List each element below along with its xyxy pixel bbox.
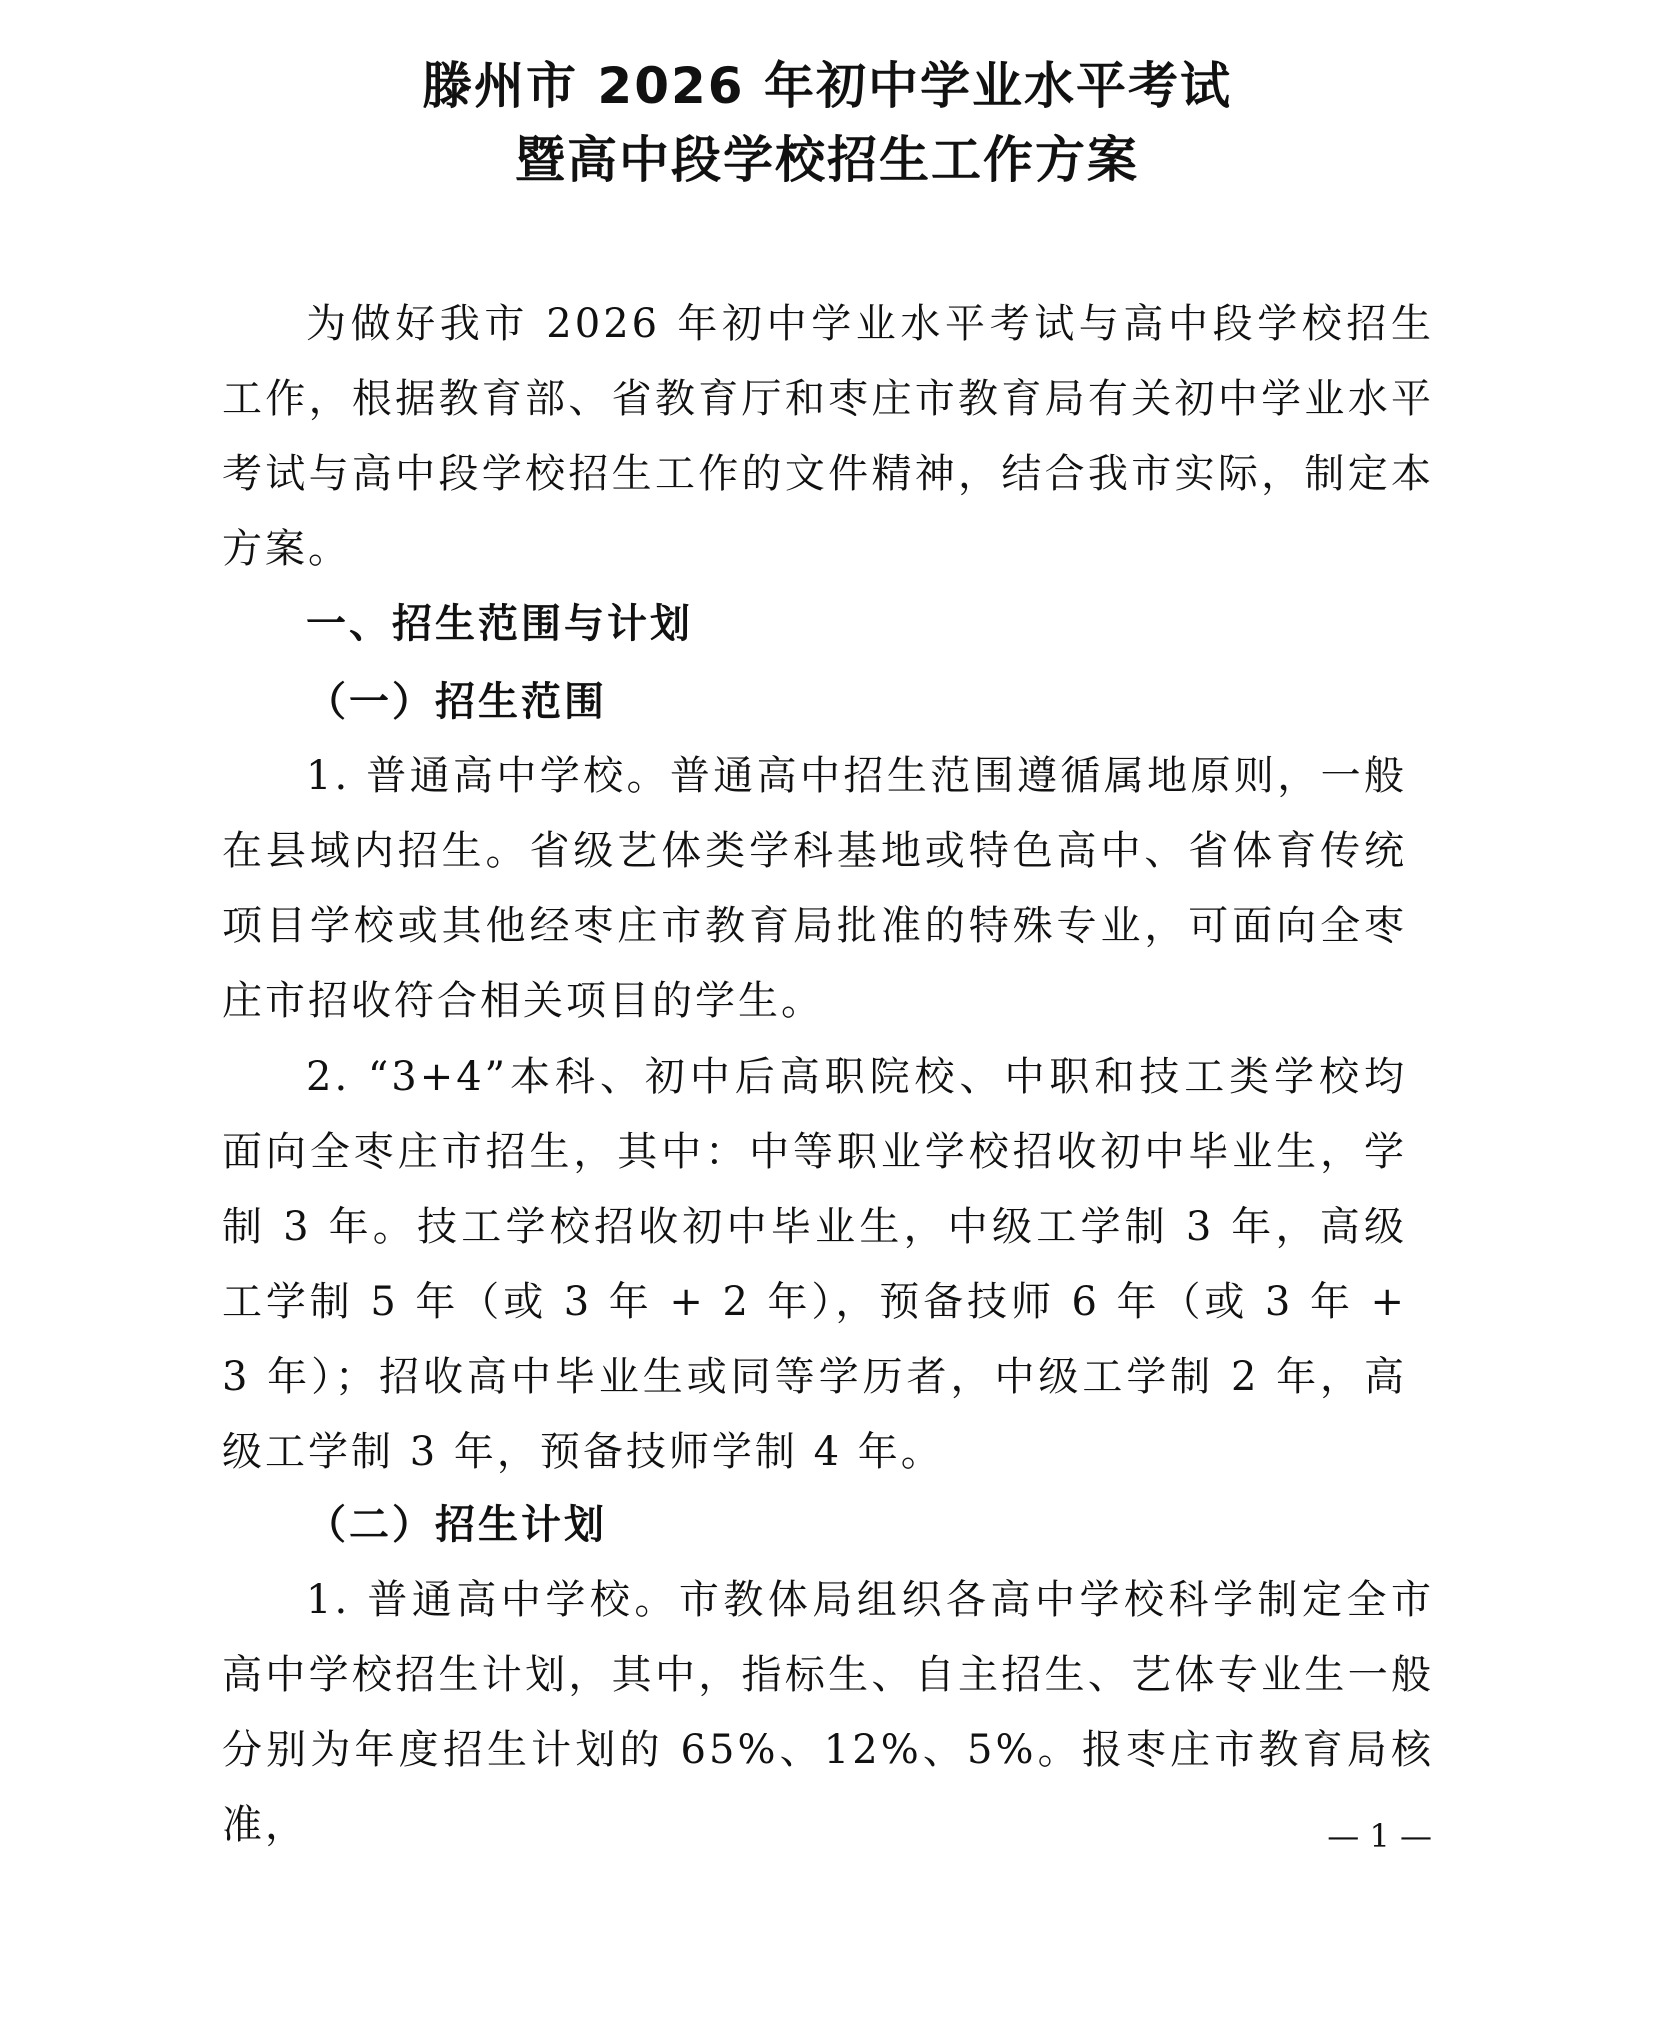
subsection-2-heading: （二）招生计划	[306, 1501, 607, 1548]
section-1-heading: 一、招生范围与计划	[306, 601, 693, 647]
page-number: — 1 —	[1327, 1817, 1432, 1855]
item-3-paragraph: 1. 普通高中学校。市教体局组织各高中学校科学制定全市高中学校招生计划，其中，指标生、自主招生、艺体专业生一般分别为年度招生计划的 65%、12%、5%。报枣庄市教育局核准，	[222, 1577, 1434, 1848]
document-title-line-1: 滕州市 2026 年初中学业水平考试	[422, 57, 1232, 115]
item-1-paragraph: 1. 普通高中学校。普通高中招生范围遵循属地原则，一般在县域内招生。省级艺体类学科基地或特色高中、省体育传统项目学校或其他经枣庄市教育局批准的特殊专业，可面向全枣庄市招收符合相关项目的学生。	[222, 753, 1407, 1024]
subsection-1-heading: （一）招生范围	[306, 678, 607, 725]
document-title-line-2: 暨高中段学校招生工作方案	[515, 131, 1139, 189]
intro-paragraph: 为做好我市 2026 年初中学业水平考试与高中段学校招生工作，根据教育部、省教育厅和枣庄市教育局有关初中学业水平考试与高中段学校招生工作的文件精神，结合我市实际，制定本方案。	[222, 301, 1434, 572]
item-2-paragraph: 2. “3+4”本科、初中后高职院校、中职和技工类学校均面向全枣庄市招生，其中：中等职业学校招收初中毕业生，学制 3 年。技工学校招收初中毕业生，中级工学制 3 年，高级工学制 5 年（或 3 年 + 2 年），预备技师 6 年（或 3 年 + 3 年）；招收高中毕业生或同等学历者，中级工学制 2 年，高级工学制 3 年，预备技师学制 4 年。	[222, 1054, 1407, 1475]
